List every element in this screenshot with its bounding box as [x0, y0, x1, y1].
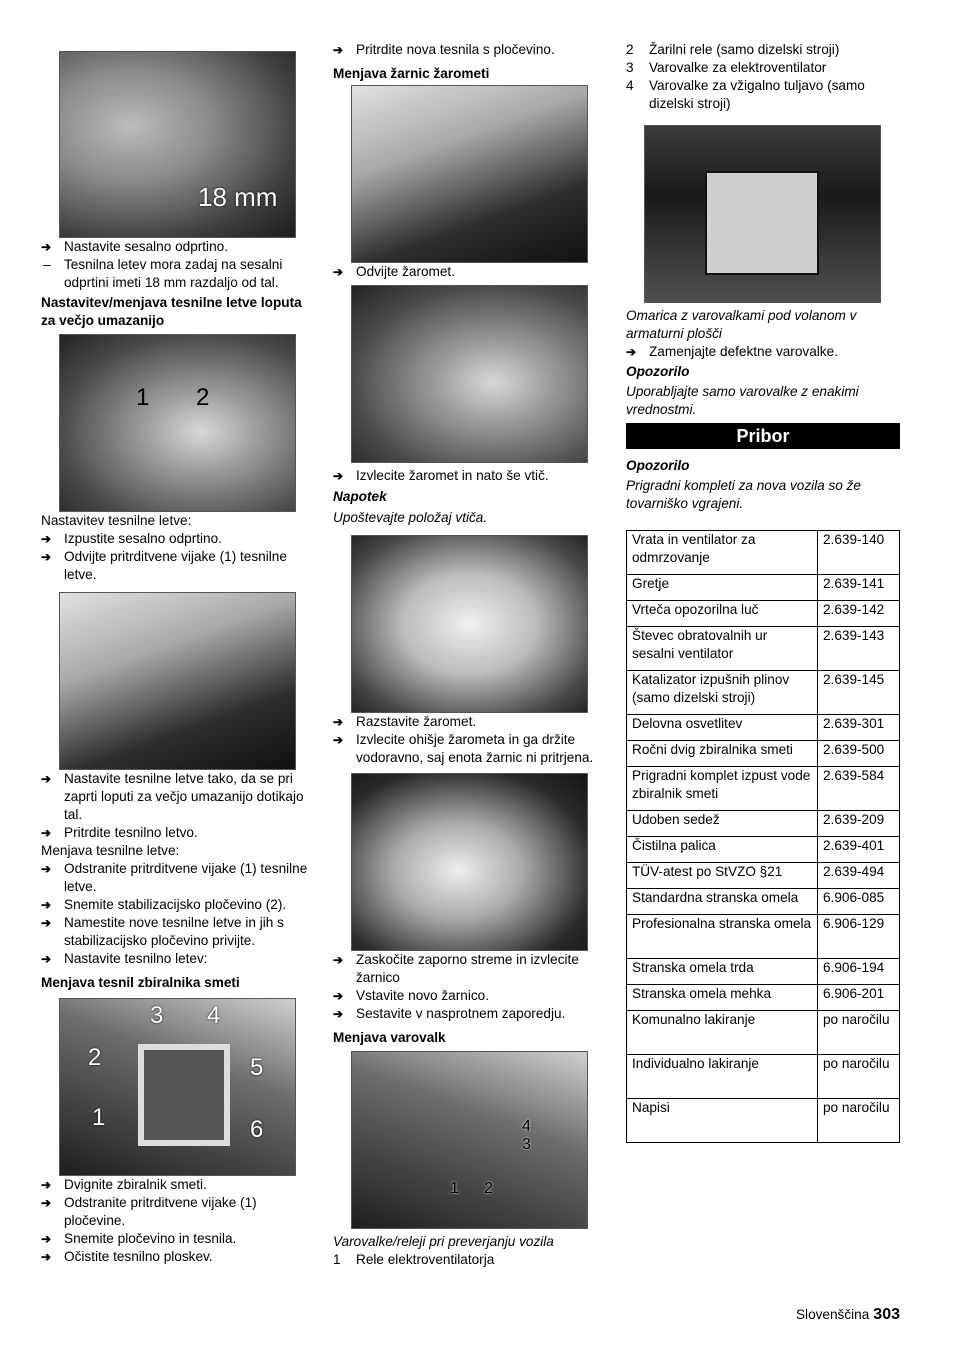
table-row	[627, 575, 900, 601]
step: ➔ Vstavite novo žarnico.	[333, 987, 609, 1005]
photo-headlight-unscrew	[351, 85, 588, 263]
step: ➔ Nastavite tesnilne letve tako, da se pri zaprti loputi za večjo umazanijo dotikajo tal.	[41, 770, 317, 824]
section-heading: Nastavitev/menjava tesnilne letve loputa za večjo umazanijo	[41, 295, 302, 328]
accessory-code: po naročilu	[818, 1055, 900, 1099]
accessory-name: Gretje	[627, 575, 818, 601]
accessory-name: Stranska omela mehka	[627, 985, 818, 1011]
note-heading: Napotek	[333, 489, 387, 504]
accessory-code: po naročilu	[818, 1099, 900, 1143]
accessory-name: Ročni dvig zbiralnika smeti	[627, 741, 818, 767]
table-row	[627, 915, 900, 959]
step: ➔ Odvijte pritrditvene vijake (1) tesnilne letve.	[41, 548, 317, 584]
accessory-name: Standardna stranska omela	[627, 889, 818, 915]
accessory-code: 2.639-494	[818, 863, 900, 889]
accessory-code: 6.906-129	[818, 915, 900, 959]
photo-waste-container-seals	[59, 998, 296, 1176]
step: ➔ Snemite stabilizacijsko pločevino (2).	[41, 896, 317, 914]
step: ➔ Nastavite sesalno odprtino.	[41, 238, 317, 256]
step: ➔ Dvignite zbiralnik smeti.	[41, 1176, 317, 1194]
accessory-name: Udoben sedež	[627, 811, 818, 837]
step: ➔ Snemite pločevino in tesnila.	[41, 1230, 317, 1248]
callout-3: 3	[522, 1136, 531, 1153]
warning-heading: Opozorilo	[626, 458, 690, 473]
accessory-code: 2.639-584	[818, 767, 900, 811]
legend-item: 1 Rele elektroventilatorja	[333, 1252, 495, 1267]
table-row	[627, 863, 900, 889]
step: ➔ Izvlecite ohišje žarometa in ga držite vodoravno, saj enota žarnic ni pritrjena.	[333, 731, 609, 767]
accessory-name: Števec obratovalnih ur sesalni ventilator	[627, 627, 818, 671]
photo-headlight-pull-out	[351, 285, 588, 463]
accessory-name: Napisi	[627, 1099, 818, 1143]
warning-text: Prigradni kompleti za nova vozila so že tovarniško vgrajeni.	[626, 478, 861, 511]
step: ➔ Pritrdite tesnilno letvo.	[41, 824, 317, 842]
legend-item: 2 Žarilni rele (samo dizelski stroji)	[626, 42, 840, 57]
photo-suction-opening-height	[59, 51, 296, 238]
accessory-code: 2.639-141	[818, 575, 900, 601]
table-row	[627, 767, 900, 811]
figure-caption: Omarica z varovalkami pod volanom v armaturni plošči	[626, 308, 857, 341]
distance-label: 18 mm	[198, 182, 278, 212]
photo-fuses-relays	[351, 1051, 588, 1229]
table-row	[627, 715, 900, 741]
figure-caption: Varovalke/releji pri preverjanju vozila	[333, 1234, 554, 1249]
accessory-code: po naročilu	[818, 1011, 900, 1055]
step: ➔ Zaskočite zaporno streme in izvlecite žarnico	[333, 951, 609, 987]
legend-item: 3 Varovalke za elektroventilator	[626, 60, 827, 75]
callout-6: 6	[250, 1116, 264, 1143]
callout-3: 3	[150, 1002, 164, 1029]
accessory-code: 2.639-145	[818, 671, 900, 715]
accessory-code: 2.639-301	[818, 715, 900, 741]
note-text: Upoštevajte položaj vtiča.	[333, 510, 488, 525]
table-row	[627, 671, 900, 715]
accessory-name: Individualno lakiranje	[627, 1055, 818, 1099]
table-row	[627, 985, 900, 1011]
callout-5: 5	[250, 1054, 264, 1081]
table-row	[627, 959, 900, 985]
accessory-code: 2.639-142	[818, 601, 900, 627]
accessory-name: Stranska omela trda	[627, 959, 818, 985]
accessory-code: 2.639-401	[818, 837, 900, 863]
callout-2: 2	[196, 384, 210, 411]
photo-bulb-unit	[351, 773, 588, 951]
section-heading: Menjava tesnil zbiralnika smeti	[41, 975, 240, 990]
accessory-name: Čistilna palica	[627, 837, 818, 863]
callout-4: 4	[522, 1118, 531, 1135]
callout-1: 1	[92, 1104, 106, 1131]
accessory-name: Delovna osvetlitev	[627, 715, 818, 741]
photo-seal-strip-flap	[59, 592, 296, 770]
accessory-name: Profesionalna stranska omela	[627, 915, 818, 959]
paragraph: Menjava tesnilne letve:	[41, 843, 180, 858]
step: ➔ Izpustite sesalno odprtino.	[41, 530, 317, 548]
step: ➔ Odstranite pritrditvene vijake (1) pločevine.	[41, 1194, 317, 1230]
step: ➔ Sestavite v nasprotnem zaporedju.	[333, 1005, 609, 1023]
column-middle	[333, 41, 609, 1269]
accessory-name: TÜV-atest po StVZO §21	[627, 863, 818, 889]
legend-item: 4 Varovalke za vžigalno tuljavo (samo dizelski stroji)	[626, 78, 865, 111]
page-number: 303	[873, 1306, 900, 1323]
step: ➔ Odstranite pritrditvene vijake (1) tesnilne letve.	[41, 860, 317, 896]
step: ➔ Namestite nove tesnilne letve in jih s stabilizacijsko pločevino privijte.	[41, 914, 317, 950]
step: ➔ Očistite tesnilno ploskev.	[41, 1248, 317, 1266]
paragraph: Nastavitev tesnilne letve:	[41, 513, 192, 528]
step: ➔ Nastavite tesnilno letev:	[41, 950, 317, 968]
step: ➔ Izvlecite žaromet in nato še vtič.	[333, 467, 609, 485]
table-row	[627, 627, 900, 671]
accessory-code: 6.906-085	[818, 889, 900, 915]
accessory-name: Prigradni komplet izpust vode zbiralnik smeti	[627, 767, 818, 811]
column-left	[41, 40, 317, 1266]
accessory-name: Vrata in ventilator za odmrzovanje	[627, 531, 818, 575]
language-label: Slovenščina	[795, 1307, 870, 1322]
photo-headlight-disassemble	[351, 535, 588, 713]
table-row	[627, 1099, 900, 1143]
callout-2: 2	[484, 1180, 493, 1197]
table-row	[627, 889, 900, 915]
accessory-code: 2.639-500	[818, 741, 900, 767]
callout-4: 4	[207, 1002, 221, 1029]
section-banner: Pribor	[626, 423, 900, 449]
step: ➔ Odvijte žaromet.	[333, 263, 609, 281]
column-right	[626, 41, 900, 1143]
callout-1: 1	[136, 384, 150, 411]
section-heading: Menjava žarnic žarometi	[333, 66, 490, 81]
accessory-code: 6.906-194	[818, 959, 900, 985]
table-row	[627, 837, 900, 863]
table-row	[627, 531, 900, 575]
warning-text: Uporabljajte samo varovalke z enakimi vrednostmi.	[626, 384, 859, 417]
table-row	[627, 811, 900, 837]
table-row	[627, 1011, 900, 1055]
accessory-name: Komunalno lakiranje	[627, 1011, 818, 1055]
callout-2: 2	[88, 1044, 102, 1071]
table-row	[627, 741, 900, 767]
accessory-code: 6.906-201	[818, 985, 900, 1011]
step: ➔ Pritrdite nova tesnila s pločevino.	[333, 41, 609, 59]
accessory-code: 2.639-140	[818, 531, 900, 575]
step: – Tesnilna letev mora zadaj na sesalni odprtini imeti 18 mm razdaljo od tal.	[41, 256, 317, 292]
step: ➔ Zamenjajte defektne varovalke.	[626, 343, 900, 361]
step: ➔ Razstavite žaromet.	[333, 713, 609, 731]
table-row	[627, 1055, 900, 1099]
accessory-code: 2.639-209	[818, 811, 900, 837]
accessory-name: Katalizator izpušnih plinov (samo dizelski stroji)	[627, 671, 818, 715]
section-heading: Menjava varovalk	[333, 1030, 446, 1045]
accessory-name: Vrteča opozorilna luč	[627, 601, 818, 627]
table-row	[627, 601, 900, 627]
callout-1: 1	[450, 1180, 459, 1197]
photo-fuse-box	[644, 125, 881, 303]
page-footer	[796, 1306, 900, 1324]
accessory-code: 2.639-143	[818, 627, 900, 671]
warning-heading: Opozorilo	[626, 364, 690, 379]
accessories-table	[626, 530, 900, 1143]
photo-seal-strip	[59, 334, 296, 512]
